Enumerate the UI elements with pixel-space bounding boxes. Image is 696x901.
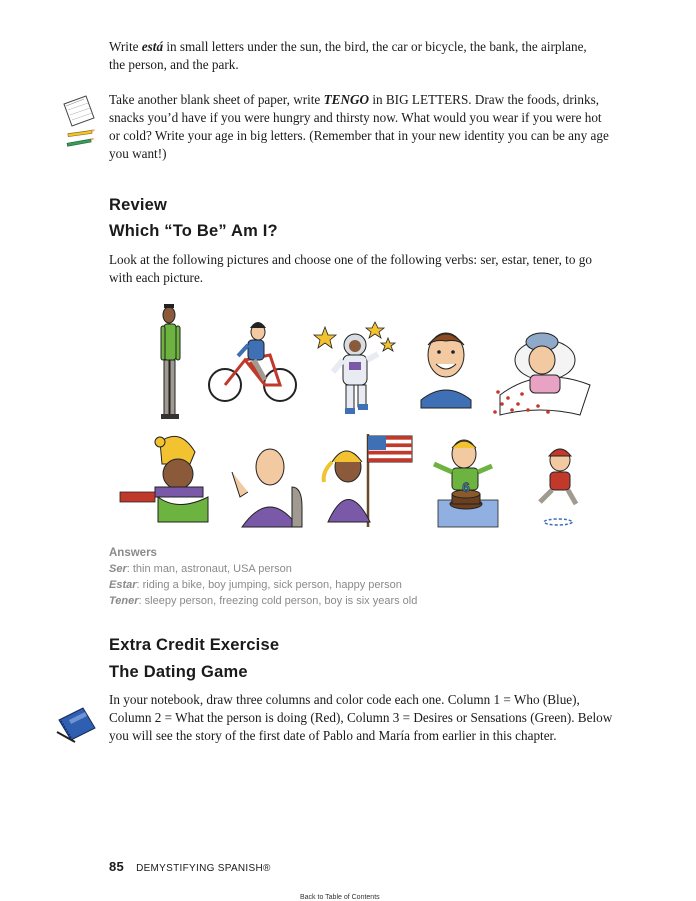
happy-person-illustration <box>421 333 471 408</box>
page-number: 85 <box>109 859 125 874</box>
review-subheading: Which “To Be” Am I? <box>109 222 278 240</box>
jumping-boy-illustration <box>540 449 576 525</box>
back-to-contents-link[interactable]: Back to Table of Contents <box>300 894 380 901</box>
cake-number-six: 6 <box>462 479 470 495</box>
sick-person-illustration <box>493 333 590 415</box>
sleepy-person-illustration <box>232 449 302 527</box>
illustrations-row-1 <box>150 300 590 425</box>
thin-man-illustration <box>161 304 180 419</box>
intro-paragraph: Write está in small letters under the sun, the bird, the car or bicycle, the bank, the airplane, the person, and the park. <box>109 39 587 72</box>
notebook-icon <box>55 706 99 744</box>
review-heading: Review <box>109 196 168 214</box>
answers-ser: Ser: thin man, astronaut, USA person <box>109 563 292 575</box>
birthday-boy-illustration <box>434 440 498 527</box>
answers-tener: Tener: sleepy person, freezing cold person, boy is six years old <box>109 595 418 607</box>
answers-estar: Estar: riding a bike, boy jumping, sick person, happy person <box>109 579 402 591</box>
extra-credit-heading: Extra Credit Exercise <box>109 636 280 654</box>
usa-person-illustration <box>324 434 412 527</box>
bike-rider-illustration <box>209 322 296 401</box>
answers-title: Answers <box>109 547 157 559</box>
illustrations-row-2 <box>120 432 590 532</box>
esta-word: está <box>141 39 164 54</box>
answers-block <box>109 545 589 609</box>
tengo-word: TENGO <box>323 92 370 107</box>
freezing-person-illustration <box>120 436 208 522</box>
review-instructions: Look at the following pictures and choose one of the following verbs: ser, estar, tener, to go with each picture. <box>109 252 592 285</box>
page-footer <box>109 859 271 874</box>
tengo-paragraph: Take another blank sheet of paper, write TENGO in BIG LETTERS. Draw the foods, drinks, snacks you’d have if you were hungry and thirsty now. What would you wear if you were hot or cold? Write your age in big letters. (Remember that in your new identity you can be any age you want!) <box>109 92 609 161</box>
dating-game-paragraph: In your notebook, draw three columns and color code each one. Column 1 = Who (Blue), Column 2 = What the person is doing (Red), Column 3 = Desires or Sensations (Green). Below you will see the story of the first date of Pablo and María from earlier in this chapter. <box>109 692 613 743</box>
paper-pencil-icon <box>60 94 100 150</box>
book-title: DEMYSTIFYING SPANISH® <box>136 863 271 874</box>
dating-game-heading: The Dating Game <box>109 663 248 681</box>
astronaut-illustration <box>314 322 395 414</box>
